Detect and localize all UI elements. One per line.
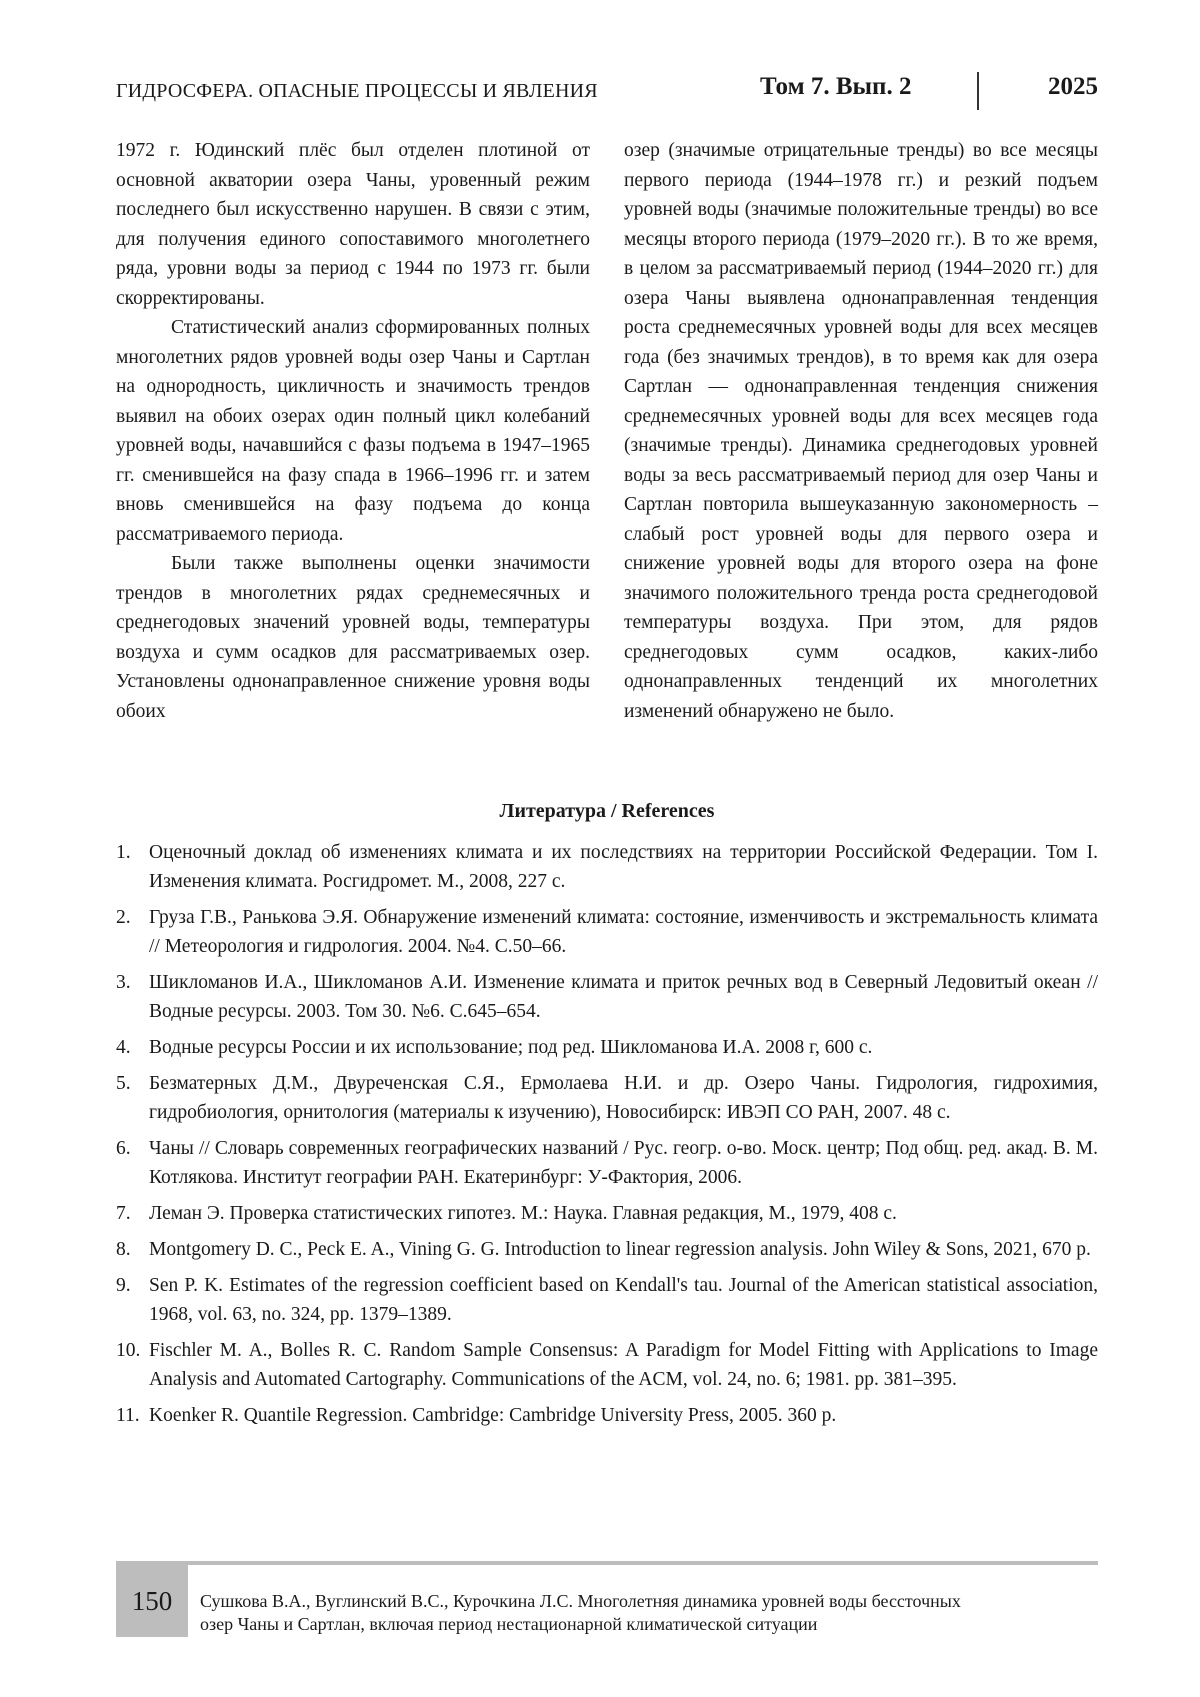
reference-text: Груза Г.В., Ранькова Э.Я. Обнаружение изменений климата: состояние, изменчивость и экстремальность климата // Метеорология и гидрология. 2004. №4. С.50–66. xyxy=(149,907,1098,957)
reference-number: 11. xyxy=(116,1405,140,1426)
footer-rule xyxy=(116,1561,1098,1565)
reference-number: 2. xyxy=(116,907,131,928)
reference-item xyxy=(116,903,1098,961)
reference-number: 1. xyxy=(116,842,131,863)
reference-item xyxy=(116,1336,1098,1394)
footer-citation-line: Сушкова В.А., Вуглинский В.С., Курочкина Л.С. Многолетняя динамика уровней воды бессточных xyxy=(200,1591,961,1611)
reference-item xyxy=(116,1199,1098,1228)
reference-list xyxy=(116,838,1098,1437)
reference-text: Sen P. K. Estimates of the regression coefficient based on Kendall's tau. Journal of the American statistical association, 1968, vol. 63, no. 324, pp. 1379–1389. xyxy=(149,1275,1098,1325)
reference-text: Шикломанов И.А., Шикломанов А.И. Изменение климата и приток речных вод в Северный Ледовитый океан // Водные ресурсы. 2003. Том 30. №6. С.645–654. xyxy=(149,972,1098,1022)
reference-item xyxy=(116,1271,1098,1329)
reference-item xyxy=(116,1069,1098,1127)
reference-number: 10. xyxy=(116,1340,141,1361)
volume-issue: Том 7. Вып. 2 xyxy=(760,73,912,100)
reference-text: Fischler M. A., Bolles R. C. Random Sample Consensus: A Paradigm for Model Fitting with Applications to Image Analysis and Automated Cartography. Communications of the ACM, vol. 24, no. 6; 1981. pp. 381–395. xyxy=(149,1340,1098,1390)
footer-citation-line: озер Чаны и Сартлан, включая период нестационарной климатической ситуации xyxy=(200,1614,818,1634)
page-number: 150 xyxy=(131,1585,173,1616)
reference-number: 4. xyxy=(116,1037,131,1058)
page-number-box xyxy=(116,1565,188,1637)
header-divider xyxy=(977,72,979,110)
reference-text: Чаны // Словарь современных географических названий / Рус. геогр. о-во. Моск. центр; Под общ. ред. акад. В. М. Котлякова. Институт географии РАН. Екатеринбург: У-Фактория, 2006. xyxy=(149,1138,1098,1188)
reference-text: Montgomery D. C., Peck E. A., Vining G. G. Introduction to linear regression analysis. John Wiley & Sons, 2021, 670 p. xyxy=(149,1239,1091,1260)
journal-name: ГИДРОСФЕРА. ОПАСНЫЕ ПРОЦЕССЫ И ЯВЛЕНИЯ xyxy=(116,80,598,102)
reference-item xyxy=(116,1033,1098,1062)
reference-item xyxy=(116,1134,1098,1192)
references-title: Литература / References xyxy=(499,800,715,822)
running-header xyxy=(116,72,1098,112)
reference-text: Оценочный доклад об изменениях климата и их последствиях на территории Российской Федерации. Том I. Изменения климата. Росгидромет. М., 2008, 227 с. xyxy=(149,842,1098,892)
paragraph: Статистический анализ сформированных полных многолетних рядов уровней воды озер Чаны и Сартлан на однородность, цикличность и значимость трендов выявил на обоих озерах один полный цикл колебаний уровней воды, начавшийся с фазы подъема в 1947–1965 гг. сменившейся на фазу спада в 1966–1996 гг. и затем вновь сменившейся на фазу подъема до конца рассматриваемого периода. xyxy=(116,317,590,545)
reference-number: 9. xyxy=(116,1275,131,1296)
publication-year: 2025 xyxy=(1048,73,1098,100)
footer-citation xyxy=(200,1590,1100,1636)
reference-number: 8. xyxy=(116,1239,131,1260)
reference-text: Водные ресурсы России и их использование; под ред. Шикломанова И.А. 2008 г, 600 с. xyxy=(149,1037,873,1058)
reference-text: Леман Э. Проверка статистических гипотез. М.: Наука. Главная редакция, М., 1979, 408 с. xyxy=(149,1203,897,1224)
paragraph: озер (значимые отрицательные тренды) во все месяцы первого периода (1944–1978 гг.) и резкий подъем уровней воды (значимые положительные тренды) во все месяцы второго периода (1979–2020 гг.). В то же время, в целом за рассматриваемый период (1944–2020 гг.) для озера Чаны выявлена однонаправленная тенденция роста среднемесячных уровней воды для всех месяцев года (без значимых трендов), в то время как для озера Сартлан — однонаправленная тенденция снижения среднемесячных уровней воды для всех месяцев года (значимые тренды). Динамика среднегодовых уровней воды за весь рассматриваемый период для озер Чаны и Сартлан повторила вышеуказанную закономерность – слабый рост уровней воды для первого озера и снижение уровней воды для второго озера на фоне значимого положительного тренда роста среднегодовой температуры воздуха. При этом, для рядов среднегодовых сумм осадков, каких-либо однонаправленных тенденций их многолетних изменений обнаружено не было. xyxy=(624,140,1098,722)
paragraph: 1972 г. Юдинский плёс был отделен плотиной от основной акватории озера Чаны, уровенный режим последнего был искусственно нарушен. В связи с этим, для получения единого сопоставимого многолетнего ряда, уровни воды за период с 1944 по 1973 гг. были скорректированы. xyxy=(116,140,590,309)
reference-number: 3. xyxy=(116,972,131,993)
reference-number: 5. xyxy=(116,1073,131,1094)
reference-text: Безматерных Д.М., Двуреченская С.Я., Ермолаева Н.И. и др. Озеро Чаны. Гидрология, гидрохимия, гидробиология, орнитология (материалы к изучению), Новосибирск: ИВЭП СО РАН, 2007. 48 с. xyxy=(149,1073,1098,1123)
reference-item xyxy=(116,1235,1098,1264)
reference-item xyxy=(116,1401,1098,1430)
body-columns xyxy=(116,136,1098,726)
reference-item xyxy=(116,838,1098,896)
right-column xyxy=(624,136,1098,726)
reference-number: 6. xyxy=(116,1138,131,1159)
left-column xyxy=(116,136,590,726)
reference-item xyxy=(116,968,1098,1026)
paragraph: Были также выполнены оценки значимости трендов в многолетних рядах среднемесячных и среднегодовых значений уровней воды, температуры воздуха и сумм осадков для рассматриваемых озер. Установлены однонаправленное снижение уровня воды обоих xyxy=(116,553,590,722)
reference-number: 7. xyxy=(116,1203,131,1224)
reference-text: Koenker R. Quantile Regression. Cambridge: Cambridge University Press, 2005. 360 p. xyxy=(149,1405,837,1426)
